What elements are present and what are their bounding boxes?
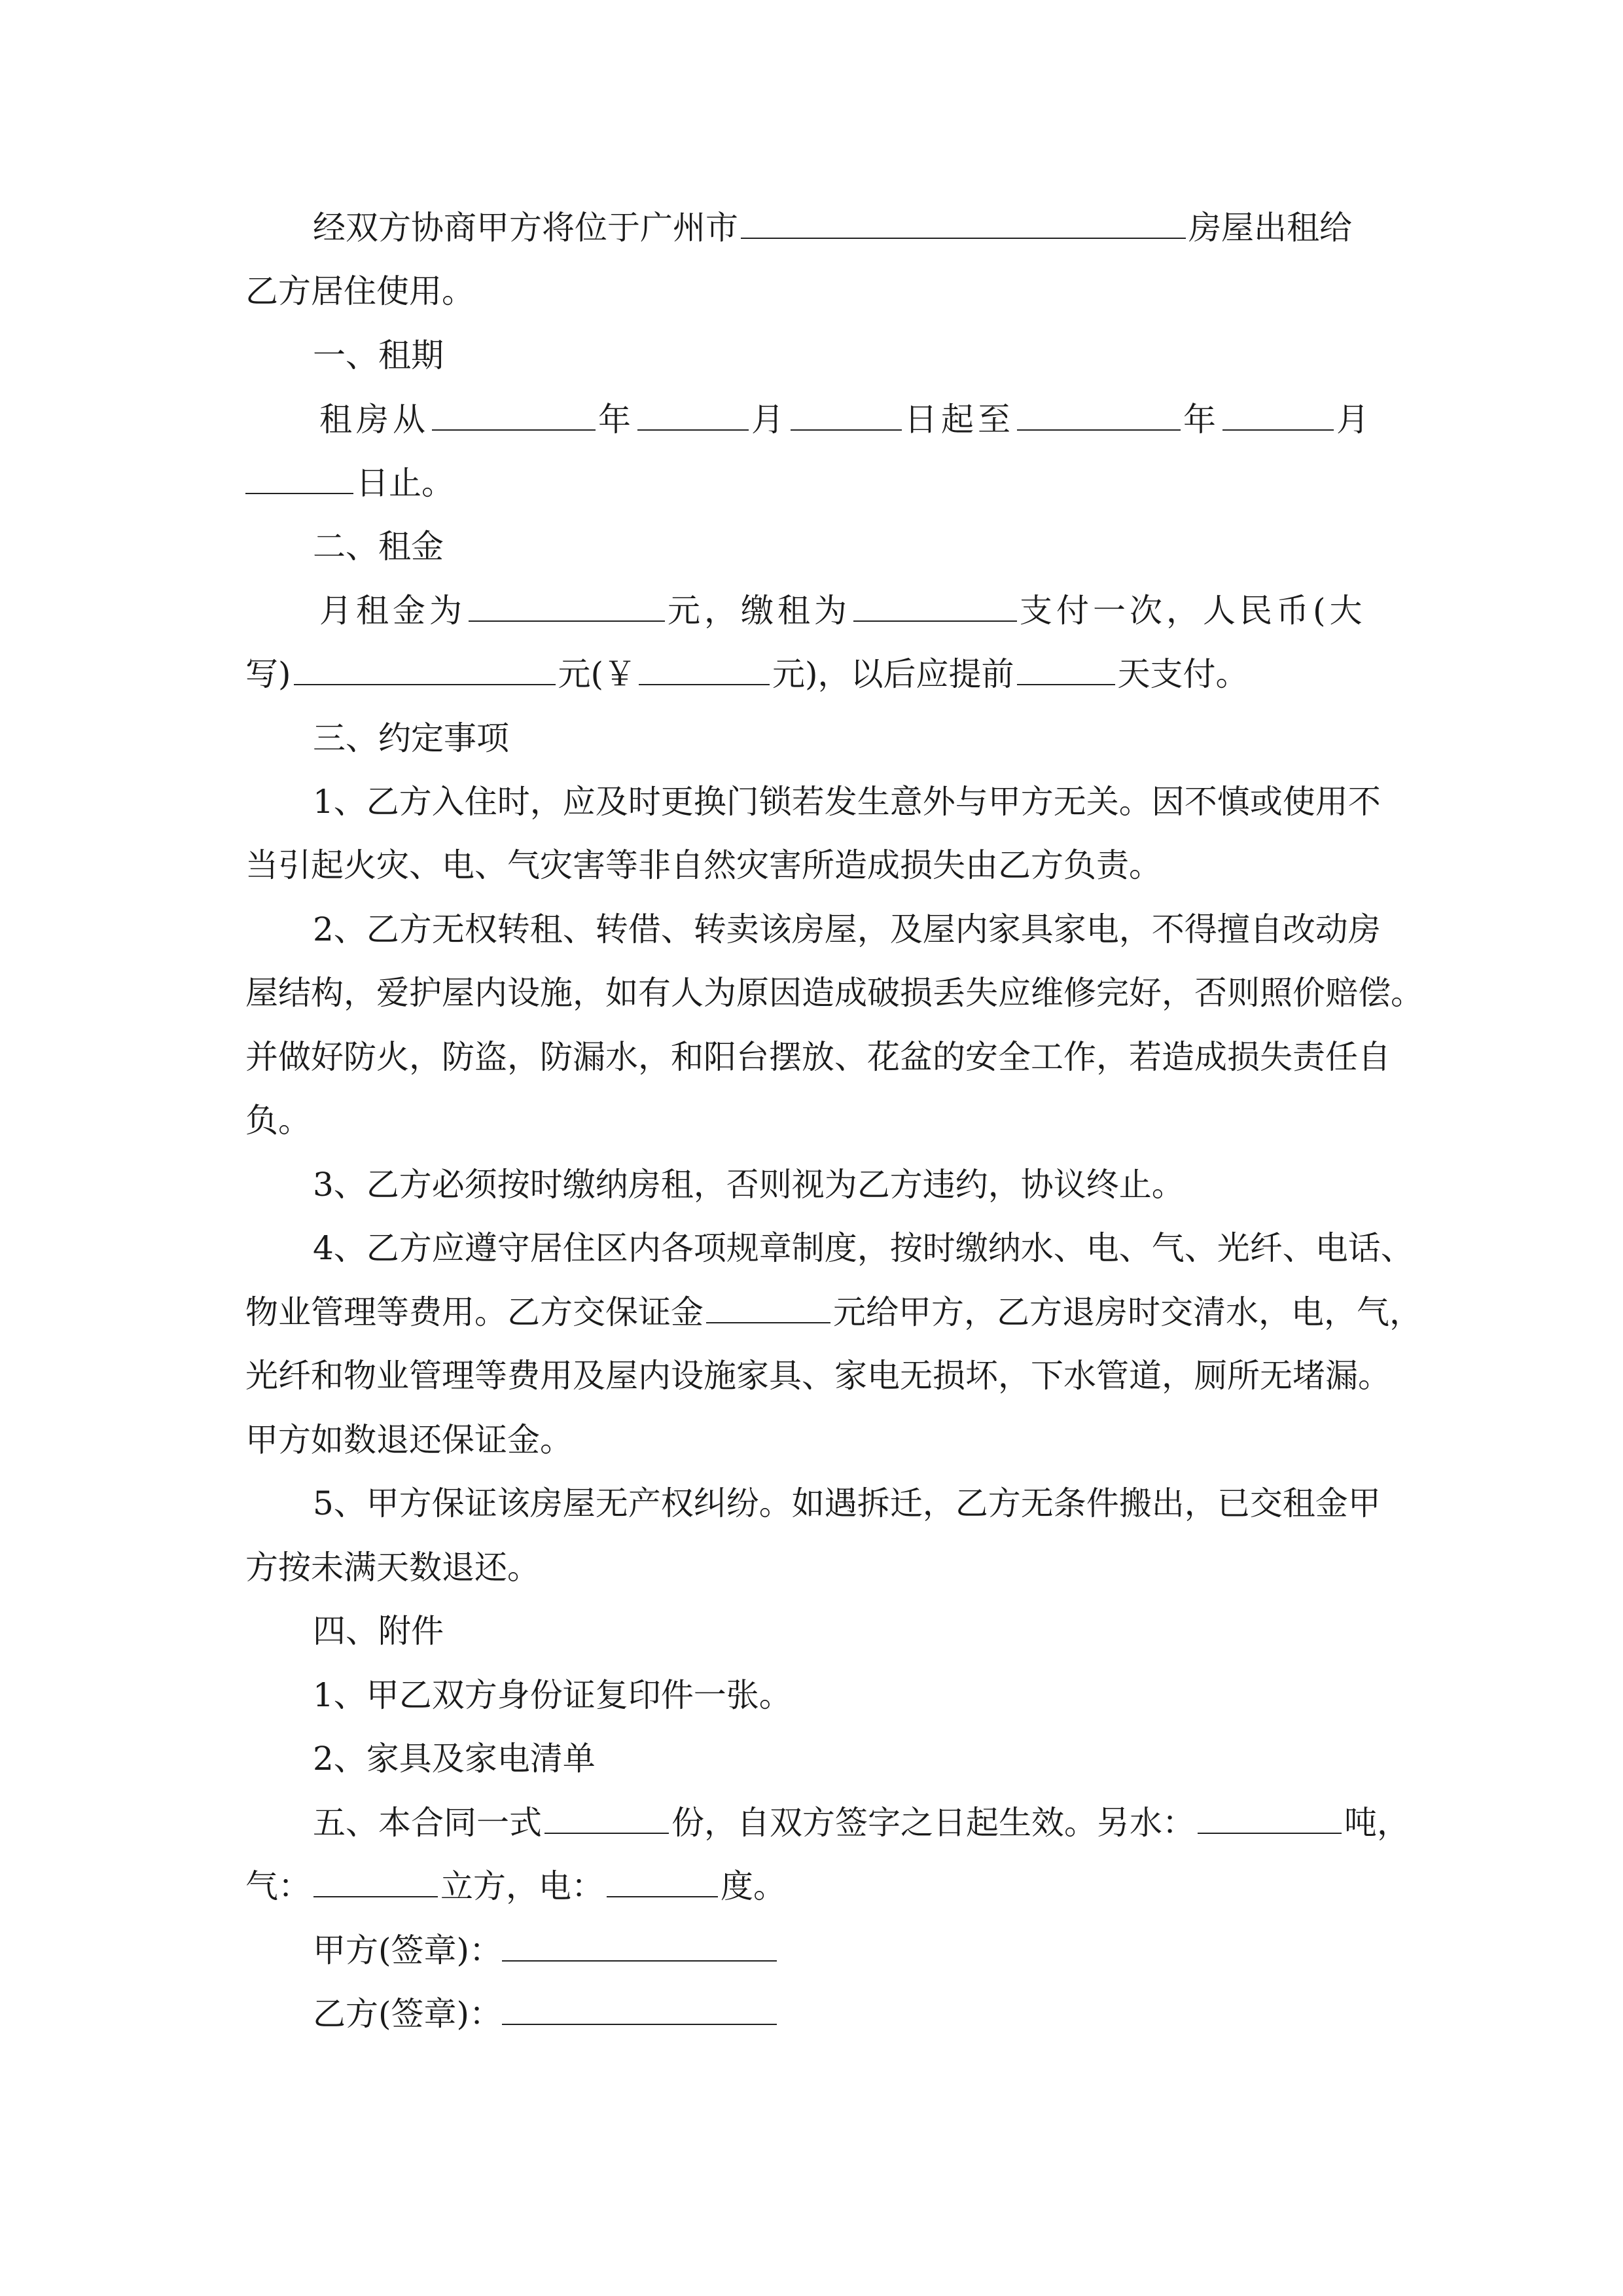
item-2-line-3: 并做好防火，防盗，防漏水，和阳台摆放、花盆的安全工作，若造成损失责任自 [245, 1038, 1391, 1076]
day-until-label: 日起至 [904, 401, 1014, 439]
water-unit: 吨， [1344, 1804, 1410, 1842]
start-year-blank [432, 397, 596, 431]
party-a-blank [502, 1928, 777, 1962]
copies-label: 五、本合同一式 [313, 1804, 542, 1842]
day-end-label: 日止。 [356, 464, 454, 502]
section-2-heading: 二、租金 [313, 528, 444, 565]
lease-term-line-2 [245, 460, 1397, 506]
year-label: 年 [598, 401, 635, 439]
capital-label: 写) [245, 655, 291, 693]
item-2-line-2: 屋结构，爱护屋内设施，如有人为原因造成破损丢失应维修完好，否则照价赔偿。 [245, 974, 1423, 1012]
payment-period-blank [853, 588, 1017, 622]
payment-label: 元，缴租为 [668, 592, 851, 630]
item-4-line-2 [245, 1289, 1422, 1335]
intro-line-1 [313, 205, 1465, 251]
section-3-heading: 三、约定事项 [313, 719, 509, 757]
end-day-blank [245, 460, 353, 494]
month-label: 月 [751, 401, 788, 439]
advance-label: 元)，以后应提前 [772, 655, 1014, 693]
end-month-blank [1222, 397, 1334, 431]
party-b-signature [313, 1991, 1465, 2037]
deposit-label: 物业管理等费用。乙方交保证金 [245, 1293, 704, 1331]
party-b-blank [502, 1991, 777, 2025]
rmb-label: 支付一次，人民币(大 [1020, 592, 1366, 630]
deposit-text: 元给甲方，乙方退房时交清水，电，气， [833, 1293, 1422, 1331]
party-a-signature [313, 1928, 1465, 1973]
item-1-line-1: 1、乙方入住时，应及时更换门锁若发生意外与甲方无关。因不慎或使用不 [313, 783, 1381, 821]
intro-line-2: 乙方居住使用。 [245, 272, 474, 310]
item-5-line-2: 方按未满天数退还。 [245, 1549, 540, 1587]
section-4-heading: 四、附件 [313, 1612, 444, 1650]
item-2-line-4: 负。 [245, 1102, 311, 1139]
monthly-rent-label: 月租金为 [319, 592, 466, 630]
deposit-blank [706, 1289, 830, 1323]
electricity-unit: 度。 [721, 1867, 786, 1905]
rent-line-2 [245, 651, 1397, 697]
item-2-line-1: 2、乙方无权转租、转借、转卖该房屋，及屋内家具家电，不得擅自改动房 [313, 910, 1381, 948]
item-1-line-2: 当引起火灾、电、气灾害等非自然灾害所造成损失由乙方负责。 [245, 846, 1162, 884]
party-a-label: 甲方(签章)： [313, 1931, 503, 1969]
section-5-line-2 [245, 1863, 1397, 1909]
end-year-blank [1017, 397, 1181, 431]
section-1-heading: 一、租期 [313, 336, 444, 374]
amount-capital-blank [294, 651, 556, 685]
copies-blank [544, 1800, 669, 1834]
electricity-blank [607, 1863, 718, 1897]
effective-label: 份，自双方签字之日起生效。另水： [671, 1804, 1195, 1842]
yuan-symbol-label: 元(￥ [558, 655, 637, 693]
electricity-label: 立方，电： [440, 1867, 604, 1905]
water-blank [1198, 1800, 1342, 1834]
item-5-line-1: 5、甲方保证该房屋无产权纠纷。如遇拆迁，乙方无条件搬出，已交租金甲 [313, 1484, 1381, 1522]
intro-text-end: 房屋出租给 [1188, 209, 1352, 247]
party-b-label: 乙方(签章)： [313, 1995, 503, 2033]
section-5-line-1 [313, 1800, 1465, 1846]
end-year-label: 年 [1183, 401, 1220, 439]
address-blank [741, 205, 1186, 239]
item-4-line-3: 光纤和物业管理等费用及屋内设施家具、家电无损坏，下水管道，厕所无堵漏。 [245, 1357, 1391, 1395]
attachment-2: 2、家具及家电清单 [313, 1740, 596, 1778]
item-4-line-1: 4、乙方应遵守居住区内各项规章制度，按时缴纳水、电、气、光纤、电话、 [313, 1229, 1414, 1267]
gas-label: 气： [245, 1867, 311, 1905]
advance-days-blank [1017, 651, 1115, 685]
amount-number-blank [639, 651, 770, 685]
intro-text-start: 经双方协商甲方将位于广州市 [313, 209, 738, 247]
item-4-line-4: 甲方如数退还保证金。 [245, 1421, 573, 1459]
rent-line-1 [319, 588, 1471, 634]
start-day-blank [791, 397, 902, 431]
end-month-label: 月 [1336, 401, 1373, 439]
lease-from-label: 租房从 [319, 401, 429, 439]
lease-term-line-1 [319, 397, 1471, 442]
item-3-line: 3、乙方必须按时缴纳房租，否则视为乙方违约，协议终止。 [313, 1166, 1185, 1204]
start-month-blank [637, 397, 749, 431]
days-label: 天支付。 [1117, 655, 1249, 693]
attachment-1: 1、甲乙双方身份证复印件一张。 [313, 1676, 792, 1714]
monthly-rent-blank [469, 588, 665, 622]
gas-blank [313, 1863, 438, 1897]
